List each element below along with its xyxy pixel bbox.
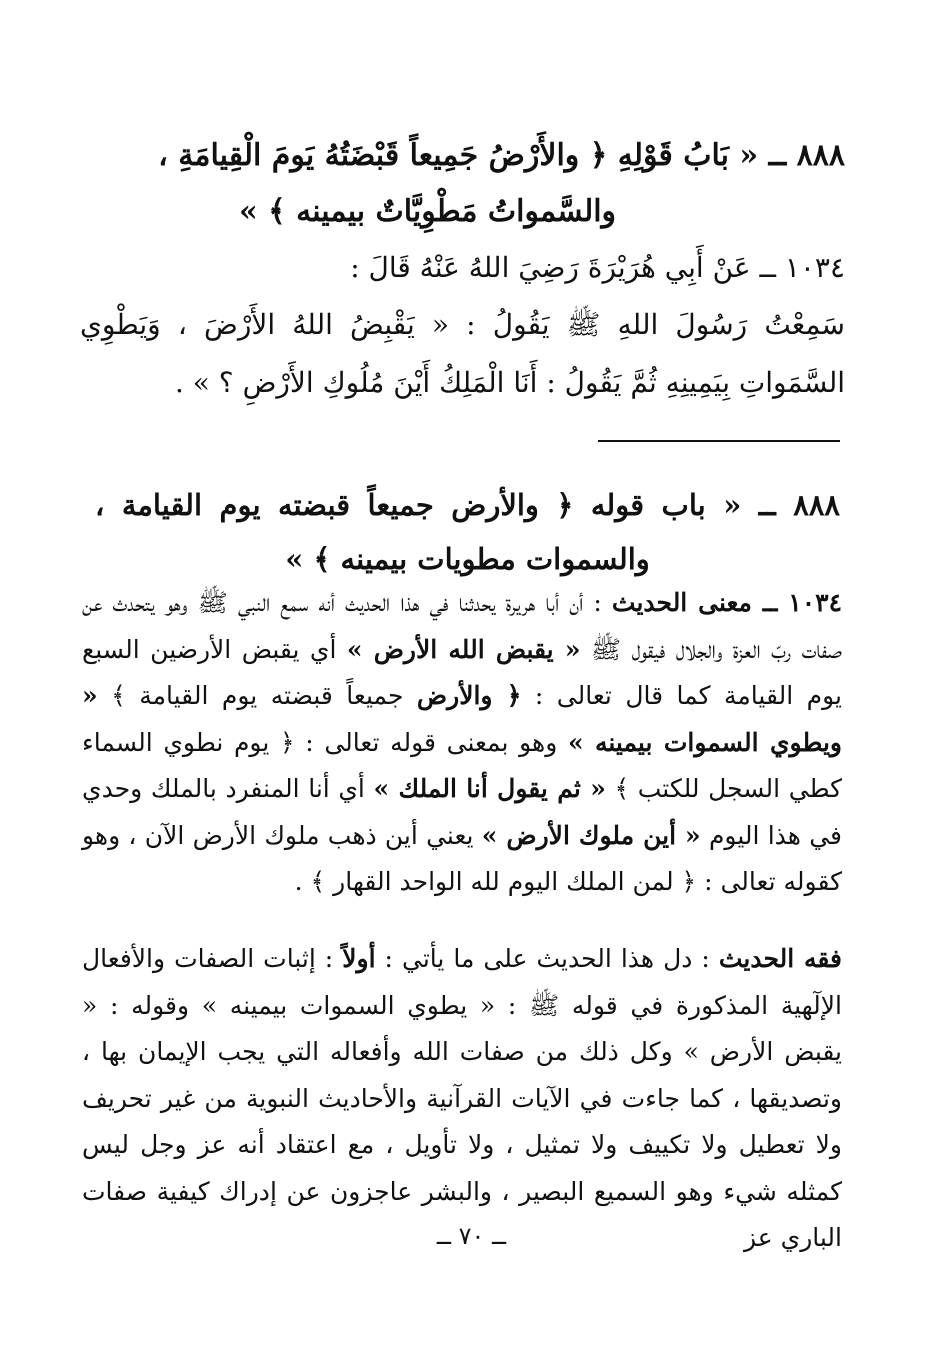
chapter-heading-line1: ٨٨٨ ــ « بَابُ قَوْلِهِ ﴿ والأَرْضُ جَمِيعاً قَبْضَتُهُ يَومَ الْقِيامَةِ ، <box>158 138 845 173</box>
meaning-quote: « أين ملوك الأرض » <box>481 820 701 850</box>
hadith-body: سَمِعْتُ رَسُولَ اللهِ ﷺ يَقُولُ : « يَقْبِضُ اللهُ الأَرْضَ ، وَيَطْوِي السَّمَواتِ بِيَمِينِهِ ثُمَّ يَقُولُ : أَنَا الْمَلِكُ أَيْنَ مُلُوكِ الأَرْضِ ؟ » . <box>80 308 845 399</box>
meaning-quote: « ويطوي السموات بيمينه » <box>82 681 842 757</box>
hadith-intro: ١٠٣٤ ــ عَنْ أَبِي هُرَيْرَةَ رَضِيَ اللهُ عَنْهُ قَالَ : <box>350 251 845 284</box>
meaning-label: ١٠٣٤ ــ معنى الحديث <box>611 588 843 617</box>
fiqh-text: : إثبات الصفات والأفعال الإلٓهية المذكورة في قوله ﷺ : « يطوي السموات بيمينه » وقوله : « يقبض الأرض » وكل ذلك من صفات الله وأفعاله التي يجب الإيمان بها ، وتصديقها ، كما جاءت في الآيات القرآنية والأحاديث النبوية من غير تحريف ولا تعطيل ولا تكييف ولا تمثيل ، ولا تأويل ، مع اعتقاد أنه عز وجل ليس كمثله شيء وهو السميع البصير ، والبشر عاجزون عن إدراك كيفية صفات الباري عز <box>82 944 842 1252</box>
meaning-text: أي يقبض الأرضين السبع يوم القيامة كما قال تعالى : <box>82 634 842 710</box>
fiqh-point-label: أولاً <box>342 944 376 973</box>
meaning-text: : أن أبا هريرة يحدثنا في هذا الحديث أنه سمع النبي ﷺ وهو يتحدث عن صفات ربّ العزة والجلال فيقول ﷺ <box>82 588 842 664</box>
meaning-quote: « ثم يقول أنا الملك » <box>373 774 606 803</box>
meaning-quote: « يقبض الله الأرض » <box>346 634 581 664</box>
fiqh-text: : دل هذا الحديث على ما يأتي : <box>375 944 719 973</box>
chapter-heading <box>70 128 845 240</box>
hadith-text <box>80 296 845 412</box>
fiqh-paragraph <box>82 936 842 1262</box>
commentary-heading: ٨٨٨ ــ « باب قوله ﴿ والأرض جميعاً قبضته يوم القيامة ، والسموات مطويات بيمينه ﴾ » <box>95 488 840 576</box>
section-divider <box>598 440 840 442</box>
meaning-paragraph <box>82 580 842 906</box>
meaning-text: وهو بمعنى قوله تعالى : ﴿ يوم نطوي السماء كطي السجل للكتب ﴾ <box>82 727 842 803</box>
meaning-text: جميعاً قبضته يوم القيامة ﴾ <box>97 681 417 710</box>
meaning-quote: ﴿ والأرض <box>416 681 522 710</box>
fiqh-label: فقه الحديث <box>718 944 842 973</box>
page-number: ــ ٧٠ ــ <box>436 1222 507 1250</box>
meaning-text: يعني أين ذهب ملوك الأرض الآن ، وهو كقوله تعالى : ﴿ لمن الملك اليوم لله الواحد القهار ﴾ . <box>82 820 842 896</box>
meaning-text: أي أنا المنفرد بالملك وحدي في هذا اليوم <box>82 774 842 850</box>
chapter-heading-line2: والسَّمواتُ مَطْوِيَّاتٌ بيمينه ﴾ » <box>238 194 617 229</box>
